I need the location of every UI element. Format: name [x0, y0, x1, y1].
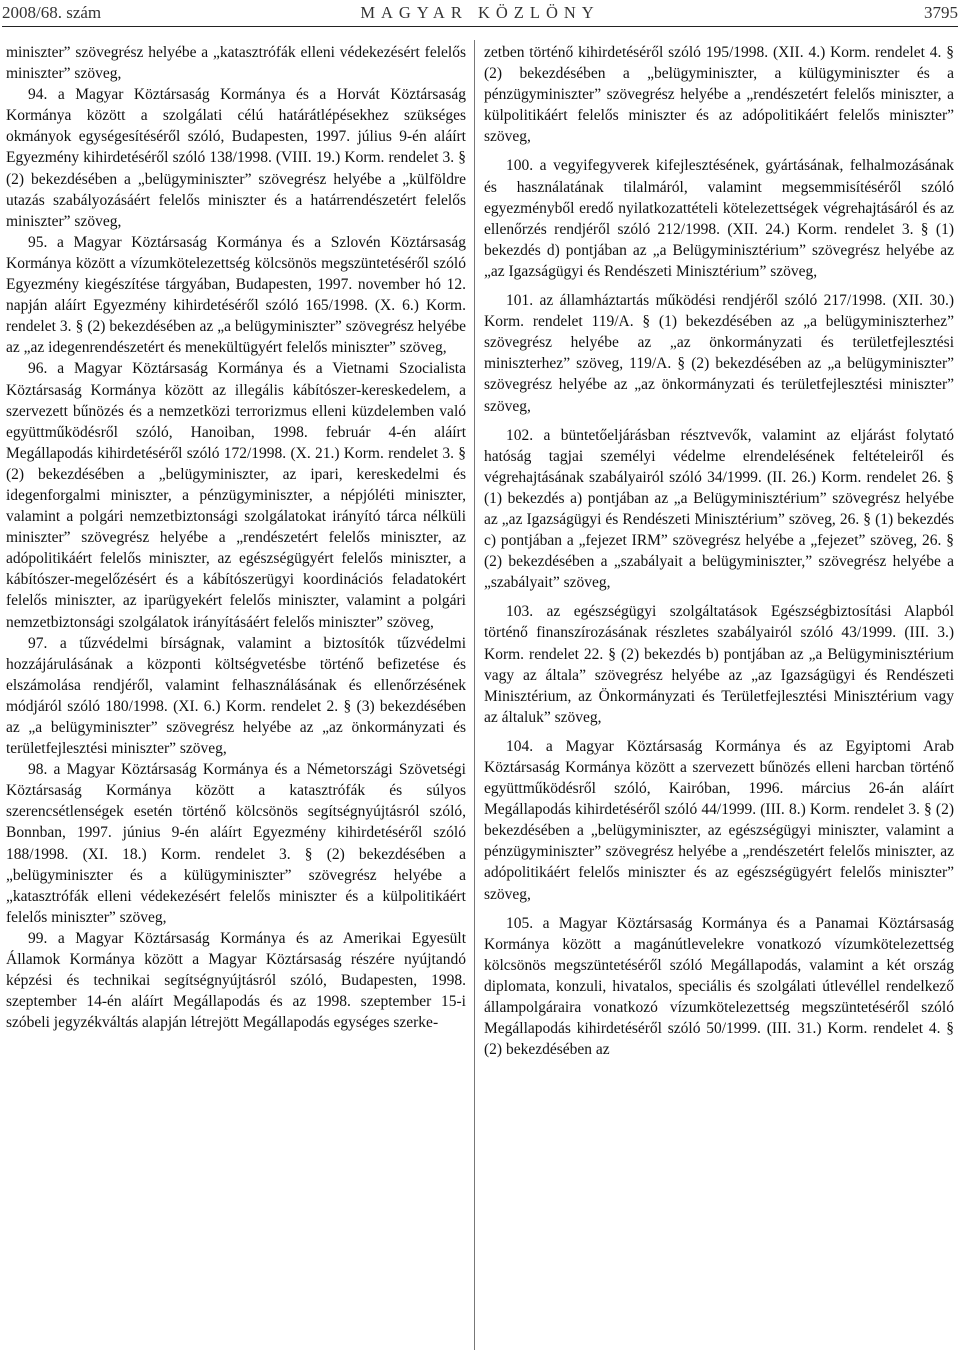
page-header: [2, 0, 958, 27]
paragraph-item-100: 100. a vegyifegyverek kifejlesztésének, gyártásának, felhalmozásának és használatának tilalmáról, valamint megsemmisítéséről szóló egyezményből eredő nyilatkozattételi kötelezettségek végrehajtásáról és az ellenőrzés rendjéről szóló 212/1998. (XII. 24.) Korm. rendelet 3. § (1) bekezdés d) pontjában az „a Belügyminisztérium” szövegrész helyébe az „az Igazságügyi és Rendészeti Minisztérium” szöveg,: [484, 157, 954, 280]
paragraph-item-105: 105. a Magyar Köztársaság Kormánya és a Panamai Köztársaság Kormánya között a magánútlevelekre vonatkozó vízumkötelezettség kölcsönös megszüntetéséről szóló Megállapodás, valamint a két ország diplomata, konzuli, hivatalos, speciális és szolgálati útlevéllel rendelkező állampolgáraira vonatkozó vízumkötelezettség megszüntetéséről szóló Megállapodás kihirdetéséről szóló 50/1999. (III. 31.) Korm. rendelet 4. § (2) bekezdésében az: [484, 914, 954, 1059]
paragraph-item-97: 97. a tűzvédelmi bírságnak, valamint a biztosítók tűzvédelmi hozzájárulásának a központi költségvetésbe történő befizetése és elszámolása rendjéről, valamint felhasználásának és ellenőrzésének módjáról szóló 180/1998. (XI. 6.) Korm. rendelet 2. § (3) bekezdésében az „a belügyminiszter” szövegrész helyébe az „az önkormányzati és területfejlesztési miniszter” szöveg,: [6, 634, 466, 758]
paragraph-item-98: 98. a Magyar Köztársaság Kormánya és a Németországi Szövetségi Köztársaság Kormánya között a katasztrófák és súlyos szerencsétlenségek esetén történő kölcsönös segítségnyújtásról szóló, Bonnban, 1997. június 9-én aláírt Egyezmény kihirdetéséről szóló 188/1998. (XI. 18.) Korm. rendelet 3. § (2) bekezdésében a „belügyminiszter és a külügyminiszter” szövegrész helyébe a „katasztrófák elleni védekezésért felelős miniszter és a külpolitikáért felelős miniszter” szöveg,: [6, 761, 466, 926]
paragraph-item-94: 94. a Magyar Köztársaság Kormánya és a Horvát Köztársaság Kormánya között a szolgálati célú határátlépésekhez szükséges okmányok egységesítéséről szóló, Budapesten, 1997. július 9-én aláírt Egyezmény kihirdetéséről szóló 138/1998. (VIII. 19.) Korm. rendelet 3. § (2) bekezdésében a „belügyminiszter” szövegrész helyébe a „külföldre utazás szabályozásáért felelős miniszter és a határrendészetért felelős miniszter” szöveg,: [6, 86, 466, 230]
paragraph-continuation-99: zetben történő kihirdetéséről szóló 195/1998. (XII. 4.) Korm. rendelet 4. § (2) bekezdésében a „belügyminiszter, a külügyminiszter és a pénzügyminiszter” szövegrész helyébe a „rendészetért felelős miniszter, a külpolitikáért felelős miniszter és az adópolitikáért felelős miniszter” szöveg,: [484, 44, 954, 146]
issue-number: 2008/68. szám: [2, 3, 102, 22]
paragraph-item-96: 96. a Magyar Köztársaság Kormánya és a Vietnami Szocialista Köztársaság Kormánya között az illegális kábítószer-kereskedelem, a szervezett bűnözés és a nemzetközi terrorizmus elleni küzdelemben való együttműködésről szóló, Hanoiban, 1998. február 4-én aláírt Megállapodás kihirdetéséről szóló 172/1998. (X. 21.) Korm. rendelet 3. § (2) bekezdésében a „belügyminiszter, az ipari, kereskedelmi és idegenforgalmi miniszter, a pénzügyminiszter, a népjóléti miniszter, valamint a polgári nemzetbiztonsági szolgálatokat irányító tárca nélküli miniszter” szövegrész helyébe a „rendészetért felelős miniszter, az adópolitikáért felelős miniszter, az egészségügyért felelős miniszter, a kábítószer-megelőzésért és a kábítószerügyi koordinációs feladatokért felelős miniszter, az iparügyekért felelős miniszter, valamint a polgári nemzetbiztonsági szolgálatok irányításáért felelős miniszter” szöveg,: [6, 360, 466, 631]
paragraph-item-103: 103. az egészségügyi szolgáltatások Egészségbiztosítási Alapból történő finanszírozásának részletes szabályairól szóló 43/1999. (III. 3.) Korm. rendelet 22. § (2) bekezdés b) pontjában az „a Belügyminisztérium vagy az általa” szövegrész helyébe az „az Igazságügyi és Rendészeti Minisztérium, az Önkormányzati és Területfejlesztési Minisztérium vagy az általuk” szöveg,: [484, 603, 954, 726]
left-column: [6, 42, 466, 1033]
page-number: 3795: [924, 3, 958, 22]
paragraph-continuation: miniszter” szövegrész helyébe a „katasztrófák elleni védekezésért felelős miniszter” szöveg,: [6, 44, 466, 83]
right-column: [484, 42, 954, 1060]
paragraph-item-104: 104. a Magyar Köztársaság Kormánya és az Egyiptomi Arab Köztársaság Kormánya között a szervezett bűnözés elleni harcban történő együttműködésről szóló, Kairóban, 1996. március 26-án aláírt Megállapodás kihirdetéséről szóló 44/1999. (III. 8.) Korm. rendelet 3. § (2) bekezdésében a „belügyminiszter, az egészségügyi miniszter, valamint a pénzügyminiszter” szövegrész helyébe a „rendészetért felelős miniszter, az adópolitikáért felelős miniszter és az egészségügyért felelős miniszter” szöveg,: [484, 737, 954, 903]
paragraph-item-99: 99. a Magyar Köztársaság Kormánya és az Amerikai Egyesült Államok Kormánya között a Magyar Köztársaság részére nyújtandó képzési és technikai segítségnyújtásról szóló, Budapesten, 1998. szeptember 14-én aláírt Megállapodás és az 1998. szeptember 15-i szóbeli jegyzékváltás alapján létrejött Megállapodás egységes szerke-: [6, 929, 466, 1032]
journal-title: MAGYAR KÖZLÖNY: [360, 3, 600, 22]
paragraph-item-95: 95. a Magyar Köztársaság Kormánya és a Szlovén Köztársaság Kormánya között a vízumkötelezettség kölcsönös megszüntetéséről szóló Egyezmény kiegészítése tárgyában, Budapesten, 1997. november hó 12. napján aláírt Egyezmény kihirdetéséről szóló 165/1998. (X. 6.) Korm. rendelet 3. § (2) bekezdésében az „a belügyminiszter” szövegrész helyébe az „az idegenrendészetért és menekültügyért felelős miniszter” szöveg,: [6, 233, 466, 357]
column-divider: [474, 40, 475, 1350]
paragraph-item-102: 102. a büntetőeljárásban résztvevők, valamint az eljárást folytató hatóság tagjai személyi védelme elrendelésének feltételeiről és végrehajtásának szabályairól szóló 34/1999. (II. 26.) Korm. rendelet 26. § (1) bekezdés a) pontjában az „a Belügyminisztérium” szövegrész helyébe az „az Igazságügyi és Rendészeti Minisztérium” szöveg, 26. § (1) bekezdés c) pontjában a „fejezet IRM” szövegrész helyébe a „fejezet” szöveg, 26. § (2) bekezdésében a „szabályait a belügyminiszter,” szövegrész helyébe a „szabályait” szöveg,: [484, 426, 954, 592]
paragraph-item-101: 101. az államháztartás működési rendjéről szóló 217/1998. (XII. 30.) Korm. rendelet 119/A. § (1) bekezdésében az „a belügyminiszterhez” szövegrész helyébe az „az önkormányzati és területfejlesztési miniszterhez” szöveg, 119/A. § (2) bekezdésében az „a belügyminiszter” szövegrész helyébe az „az önkormányzati és területfejlesztési miniszter” szöveg,: [484, 292, 954, 415]
